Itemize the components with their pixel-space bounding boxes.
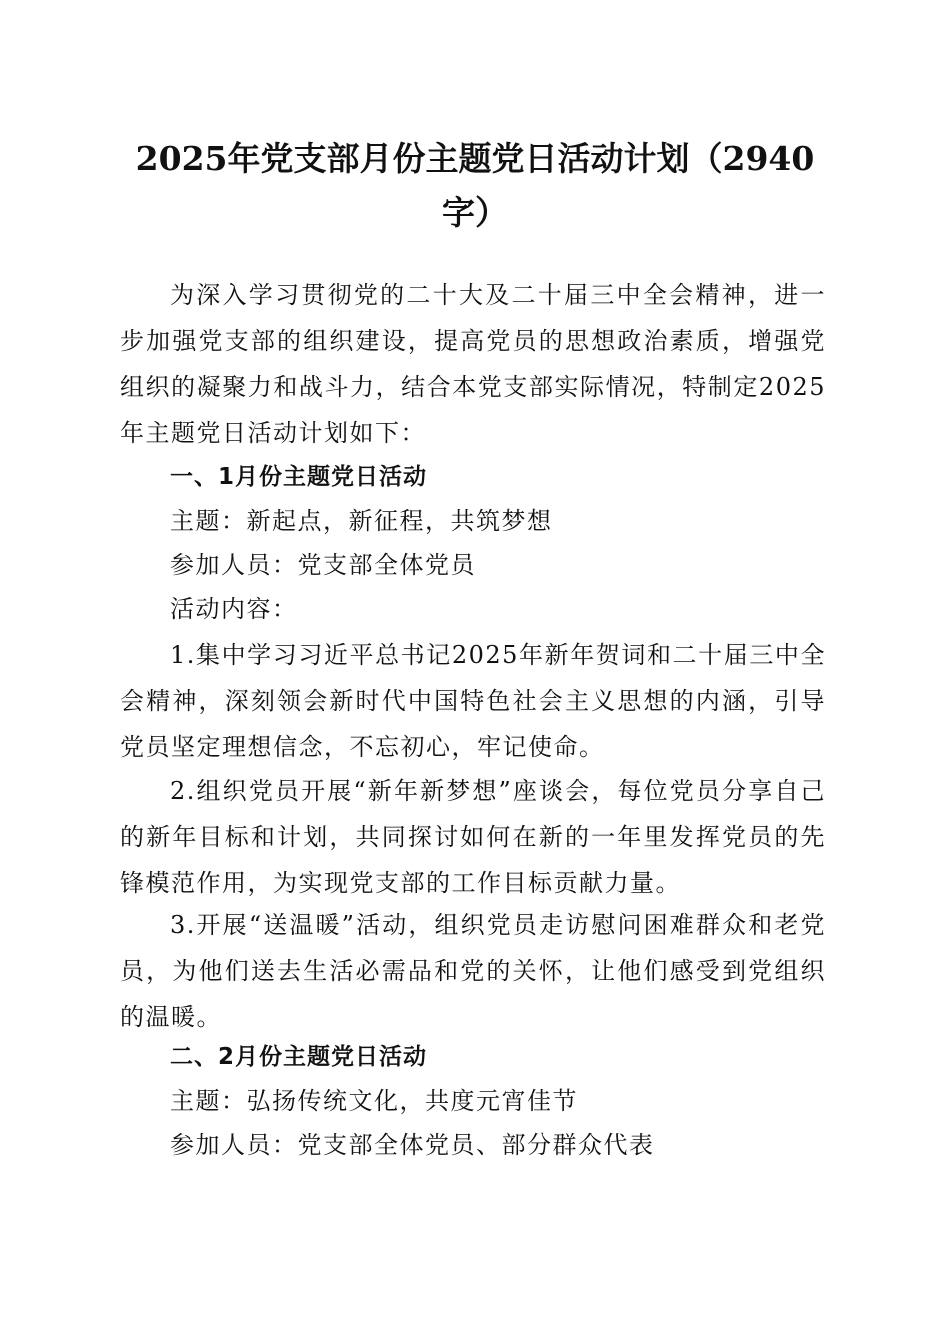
intro-paragraph: 为深入学习贯彻党的二十大及二十届三中全会精神，进一步加强党支部的组织建设，提高党员的思想政治素质，增强党组织的凝聚力和战斗力，结合本党支部实际情况，特制定2025年主题党日活动计划如下： [120, 281, 826, 447]
section-1-heading: 一、1月份主题党日活动 [170, 464, 428, 490]
section-2-theme: 主题：弘扬传统文化，共度元宵佳节 [170, 1087, 578, 1115]
section-1-item-3: 3.开展“送温暖”活动，组织党员走访慰问困难群众和老党员，为他们送去生活必需品和党的关怀，让他们感受到党组织的温暖。 [120, 911, 826, 1031]
section-1-item-2: 2.组织党员开展“新年新梦想”座谈会，每位党员分享自己的新年目标和计划，共同探讨如何在新的一年里发挥党员的先锋模范作用，为实现党支部的工作目标贡献力量。 [120, 777, 826, 897]
section-1-participants: 参加人员：党支部全体党员 [170, 551, 476, 579]
section-1-content-label: 活动内容： [170, 595, 298, 623]
section-2-participants: 参加人员：党支部全体党员、部分群众代表 [170, 1131, 655, 1159]
section-2-heading: 二、2月份主题党日活动 [170, 1044, 428, 1070]
document-title: 2025年党支部月份主题党日活动计划（2940字） [135, 139, 815, 232]
section-1-item-1: 1.集中学习习近平总书记2025年新年贺词和二十届三中全会精神，深刻领会新时代中国特色社会主义思想的内涵，引导党员坚定理想信念，不忘初心，牢记使命。 [120, 641, 826, 761]
section-1-theme: 主题：新起点，新征程，共筑梦想 [170, 507, 553, 535]
